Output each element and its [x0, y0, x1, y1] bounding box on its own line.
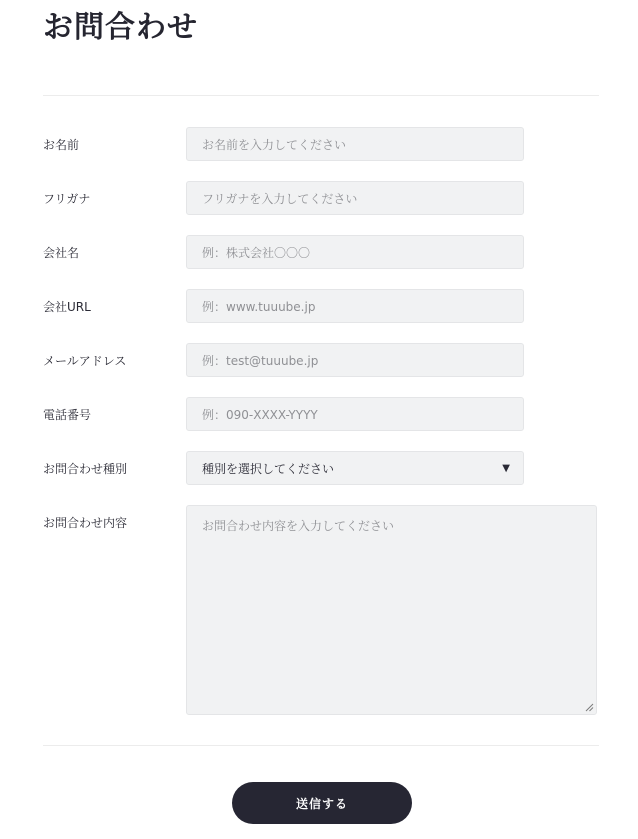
caret-down-icon: ▼ [502, 462, 510, 474]
inquiry-body-textarea[interactable] [186, 505, 597, 715]
company-input[interactable]: 例：株式会社〇〇〇 [186, 235, 524, 269]
name-label: お名前 [43, 138, 80, 152]
phone-input[interactable]: 例：090-XXXX-YYYY [186, 397, 524, 431]
inquiry-body-label: お問合わせ内容 [43, 516, 128, 530]
phone-label: 電話番号 [43, 408, 92, 422]
furigana-label: フリガナ [43, 192, 91, 206]
bottom-divider [43, 745, 599, 746]
inquiry-type-label: お問合わせ種別 [43, 462, 128, 476]
inquiry-body-placeholder: お問合わせ内容を入力してください [202, 519, 395, 533]
company-url-input[interactable]: 例：www.tuuube.jp [186, 289, 524, 323]
page-title: お問合わせ [43, 10, 198, 45]
company-url-label: 会社URL [43, 300, 91, 314]
submit-button[interactable]: 送信する [232, 782, 412, 824]
email-input[interactable]: 例：test@tuuube.jp [186, 343, 524, 377]
resize-handle-icon[interactable] [585, 703, 594, 712]
top-divider [43, 95, 599, 96]
inquiry-type-selected: 種別を選択してください [202, 461, 335, 476]
inquiry-type-select[interactable] [186, 451, 524, 485]
company-label: 会社名 [43, 246, 80, 260]
email-label: メールアドレス [43, 354, 127, 368]
name-input[interactable]: お名前を入力してください [186, 127, 524, 161]
furigana-input[interactable]: フリガナを入力してください [186, 181, 524, 215]
